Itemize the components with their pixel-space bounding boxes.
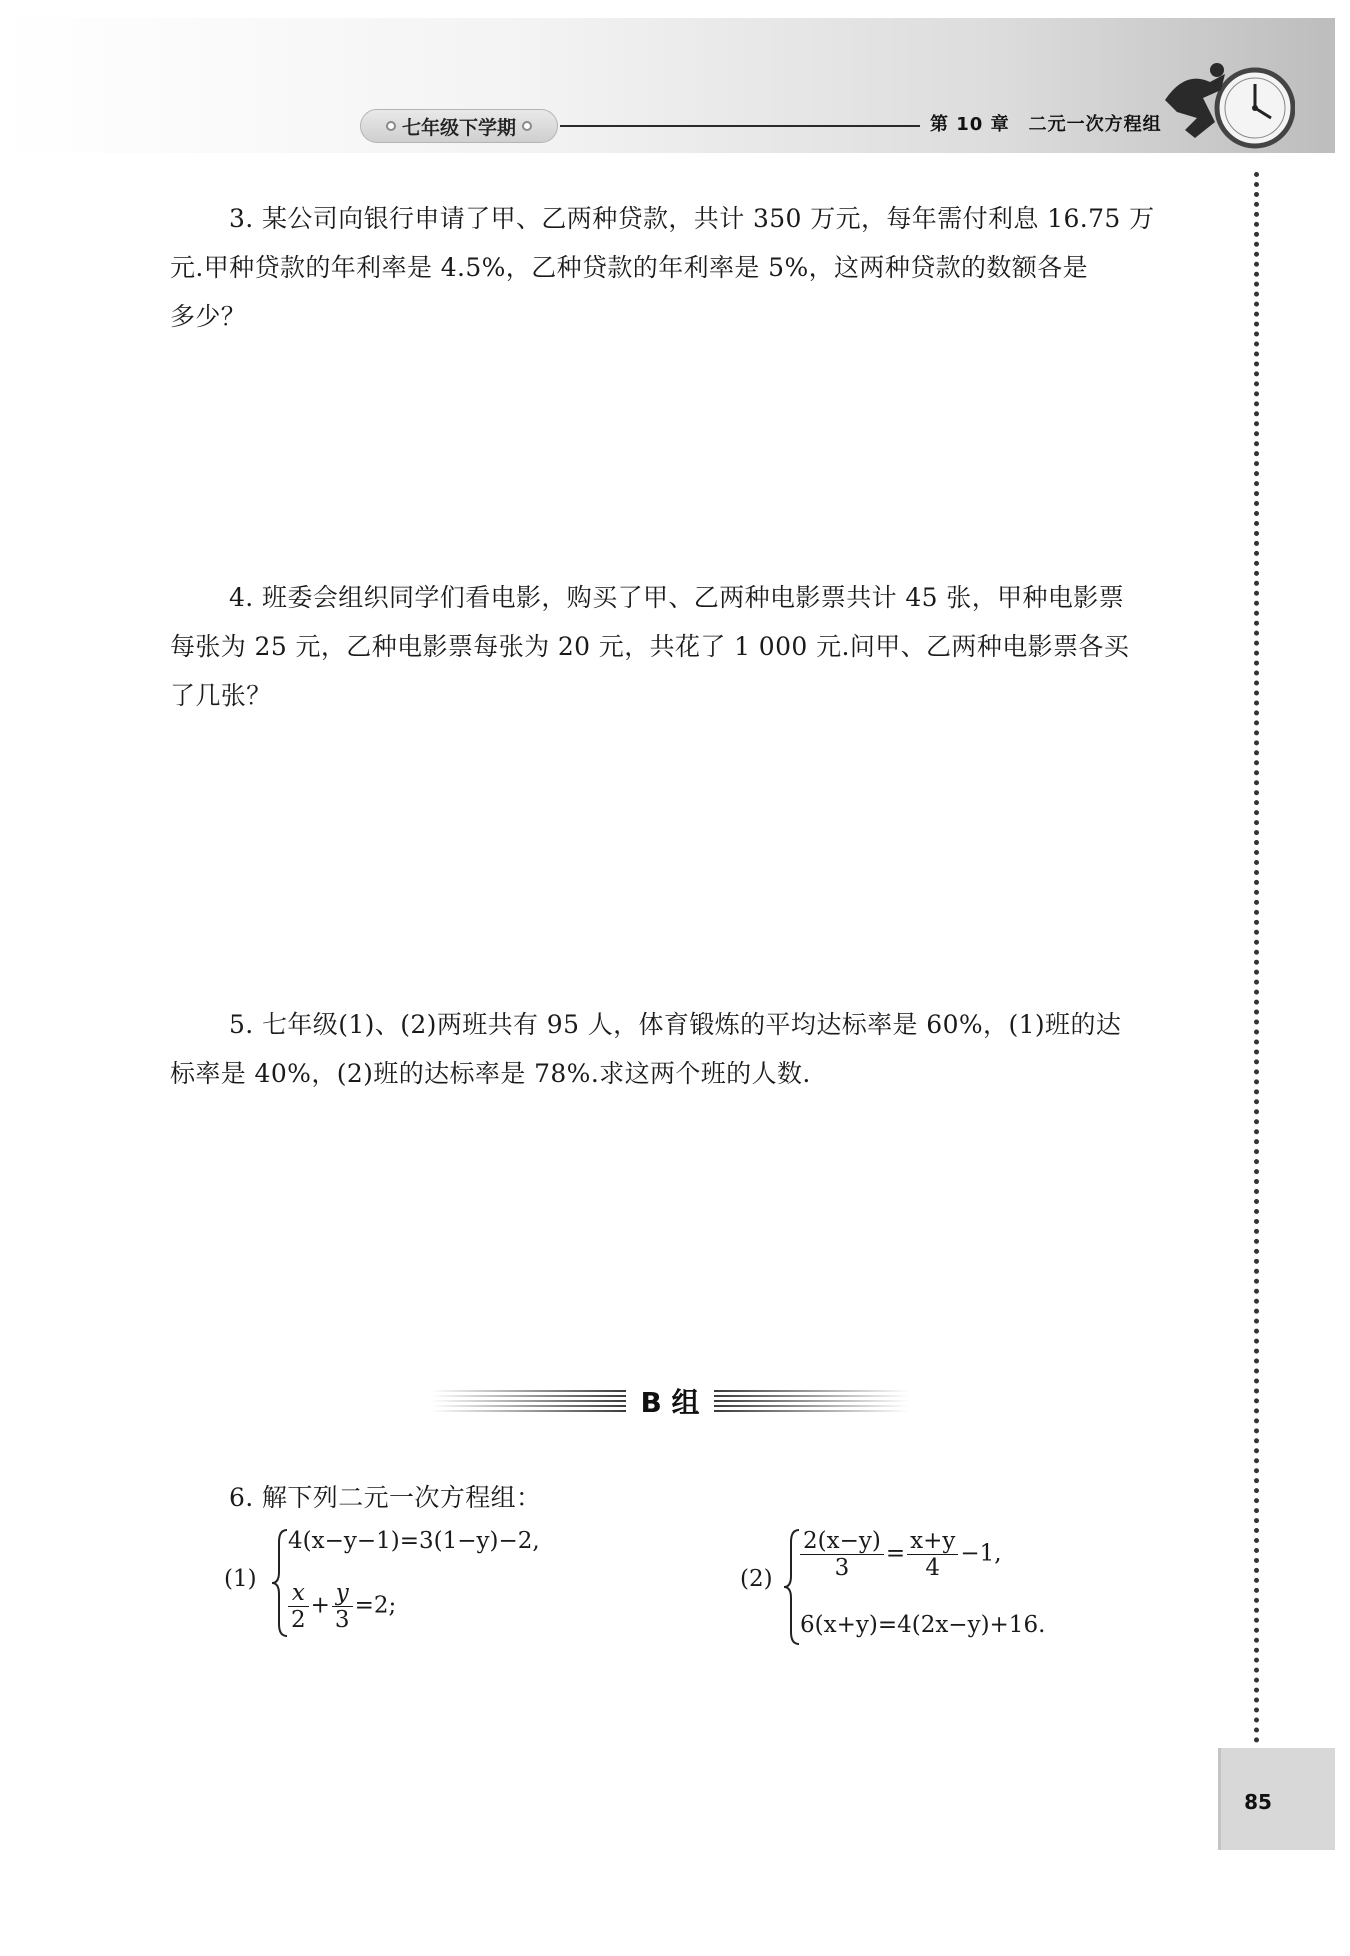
frac-num: x+y	[907, 1528, 958, 1555]
system-1-label: (1)	[224, 1566, 257, 1592]
fraction-2xmy-over-3	[800, 1528, 884, 1581]
frac-num: y	[335, 1580, 349, 1606]
pill-dot-right-icon	[522, 121, 532, 131]
grade-tab	[360, 109, 558, 143]
fraction-x-over-2	[288, 1580, 309, 1633]
frac-num: x	[291, 1580, 305, 1606]
system-1-eq-2	[286, 1580, 396, 1633]
frac-den: 3	[334, 1607, 350, 1633]
equals-sign: =	[885, 1540, 906, 1567]
group-b-heading	[420, 1380, 920, 1422]
frac-den: 3	[834, 1555, 850, 1581]
problem-5-line-2: 标率是 40%，(2)班的达标率是 78%.求这两个班的人数.	[170, 1059, 811, 1088]
system-2-eq-1	[798, 1528, 1002, 1581]
problem-6-prompt	[229, 1473, 541, 1522]
group-b-title: B 组	[640, 1386, 700, 1419]
frac-den: 4	[925, 1555, 941, 1581]
system-1-eq-1-text: 4(x−y−1)=3(1−y)−2,	[288, 1528, 540, 1554]
heading-rule-left	[431, 1390, 626, 1412]
problem-4	[170, 573, 1170, 720]
fraction-y-over-3	[332, 1580, 353, 1633]
problem-3	[170, 194, 1170, 341]
problem-6-line: 6. 解下列二元一次方程组：	[229, 1483, 542, 1512]
problem-3-line-2: 元.甲种贷款的年利率是 4.5%，乙种贷款的年利率是 5%，这两种贷款的数额各是	[170, 253, 1089, 282]
problem-5	[170, 1000, 1170, 1098]
system-1-eq-1	[288, 1528, 540, 1554]
problem-4-line-2: 每张为 25 元，乙种电影票每张为 20 元，共花了 1 000 元.问甲、乙两种电影票各买	[170, 632, 1130, 661]
problem-3-line-1: 3. 某公司向银行申请了甲、乙两种贷款，共计 350 万元，每年需付利息 16.75 万	[229, 204, 1155, 233]
frac-num: 2(x−y)	[800, 1528, 884, 1555]
runner-clock-icon	[1155, 60, 1295, 160]
grade-label: 七年级下学期	[401, 116, 516, 139]
rhs: −1,	[960, 1540, 1002, 1567]
problem-4-line-3: 了几张？	[170, 681, 272, 710]
frac-den: 2	[291, 1607, 306, 1633]
problem-5-line-1: 5. 七年级(1)、(2)两班共有 95 人，体育锻炼的平均达标率是 60%，(1)班的达	[229, 1010, 1122, 1039]
system-2-eq-2-text: 6(x+y)=4(2x−y)+16.	[800, 1612, 1046, 1638]
margin-dotted-line	[1254, 172, 1259, 1744]
plus-sign: +	[310, 1592, 330, 1619]
page-number: 85	[1244, 1790, 1272, 1814]
chapter-title: 第 10 章 二元一次方程组	[930, 114, 1162, 135]
problem-3-line-3: 多少？	[170, 302, 247, 331]
fraction-xpy-over-4	[907, 1528, 958, 1581]
system-2-eq-2	[800, 1612, 1045, 1638]
heading-rule-right	[714, 1390, 909, 1412]
system-2-label: (2)	[740, 1566, 773, 1592]
problem-4-line-1: 4. 班委会组织同学们看电影，购买了甲、乙两种电影票共计 45 张，甲种电影票	[229, 583, 1125, 612]
header-rule	[560, 125, 920, 127]
rhs: =2;	[354, 1592, 397, 1619]
pill-dot-left-icon	[386, 121, 396, 131]
